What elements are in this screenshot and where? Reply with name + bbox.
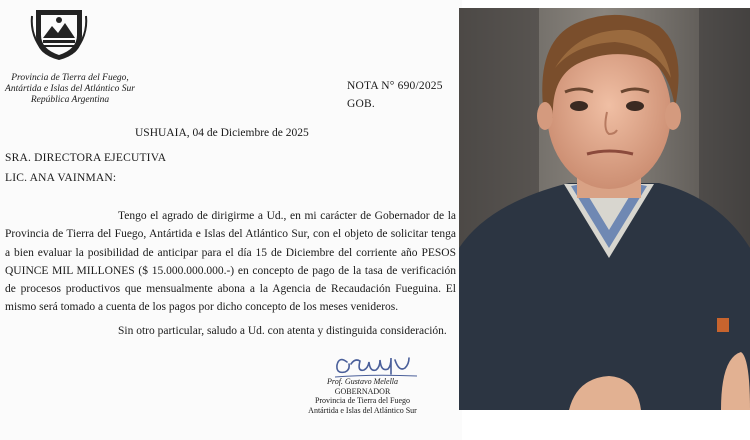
closing-line: Sin otro particular, saludo a Ud. con atenta y distinguida consideración. [118,325,447,337]
province-line: Antártida e Islas del Atlántico Sur [5,84,135,94]
letter-body: Tengo el agrado de dirigirme a Ud., en mi carácter de Gobernador de la Provincia de Tierra del Fuego, Antártida e Islas del Atlántico Sur, con el objeto de solicitar tenga a bien evaluar la posibilidad de anticipar para el día 15 de Diciembre del corriente año PESOS QUINCE MIL MILLONES ($ 15.000.000.000.-) en concepto de pago de la tasa de verificación de procesos productivos que mensualmente abona a la Agencia de Recaudación Fueguina. El mismo será tomado a cuenta de los pagos por dicho concepto de los meses venideros. [5,210,456,314]
handwritten-signature [333,350,419,380]
recipient-name: LIC. ANA VAINMAN: [5,172,117,184]
signer-title: GOBERNADOR [334,386,391,396]
office-code: GOB. [347,98,375,110]
portrait-illustration [459,8,750,410]
signer-province-line: Antártida e Islas del Atlántico Sur [308,405,417,415]
signer-province-line: Provincia de Tierra del Fuego [314,396,411,405]
recipient-title: SRA. DIRECTORA EJECUTIVA [5,152,167,164]
signer-name: Prof. Gustavo Melella [326,377,399,386]
province-line: República Argentina [30,95,110,105]
signature-block [300,377,425,415]
province-heading [0,73,140,106]
governor-photo [459,8,750,410]
provincial-seal-icon [28,6,90,62]
note-number: NOTA N° 690/2025 [347,80,443,92]
province-line: Provincia de Tierra del Fuego, [11,73,129,83]
place-date: USHUAIA, 04 de Diciembre de 2025 [135,127,309,139]
